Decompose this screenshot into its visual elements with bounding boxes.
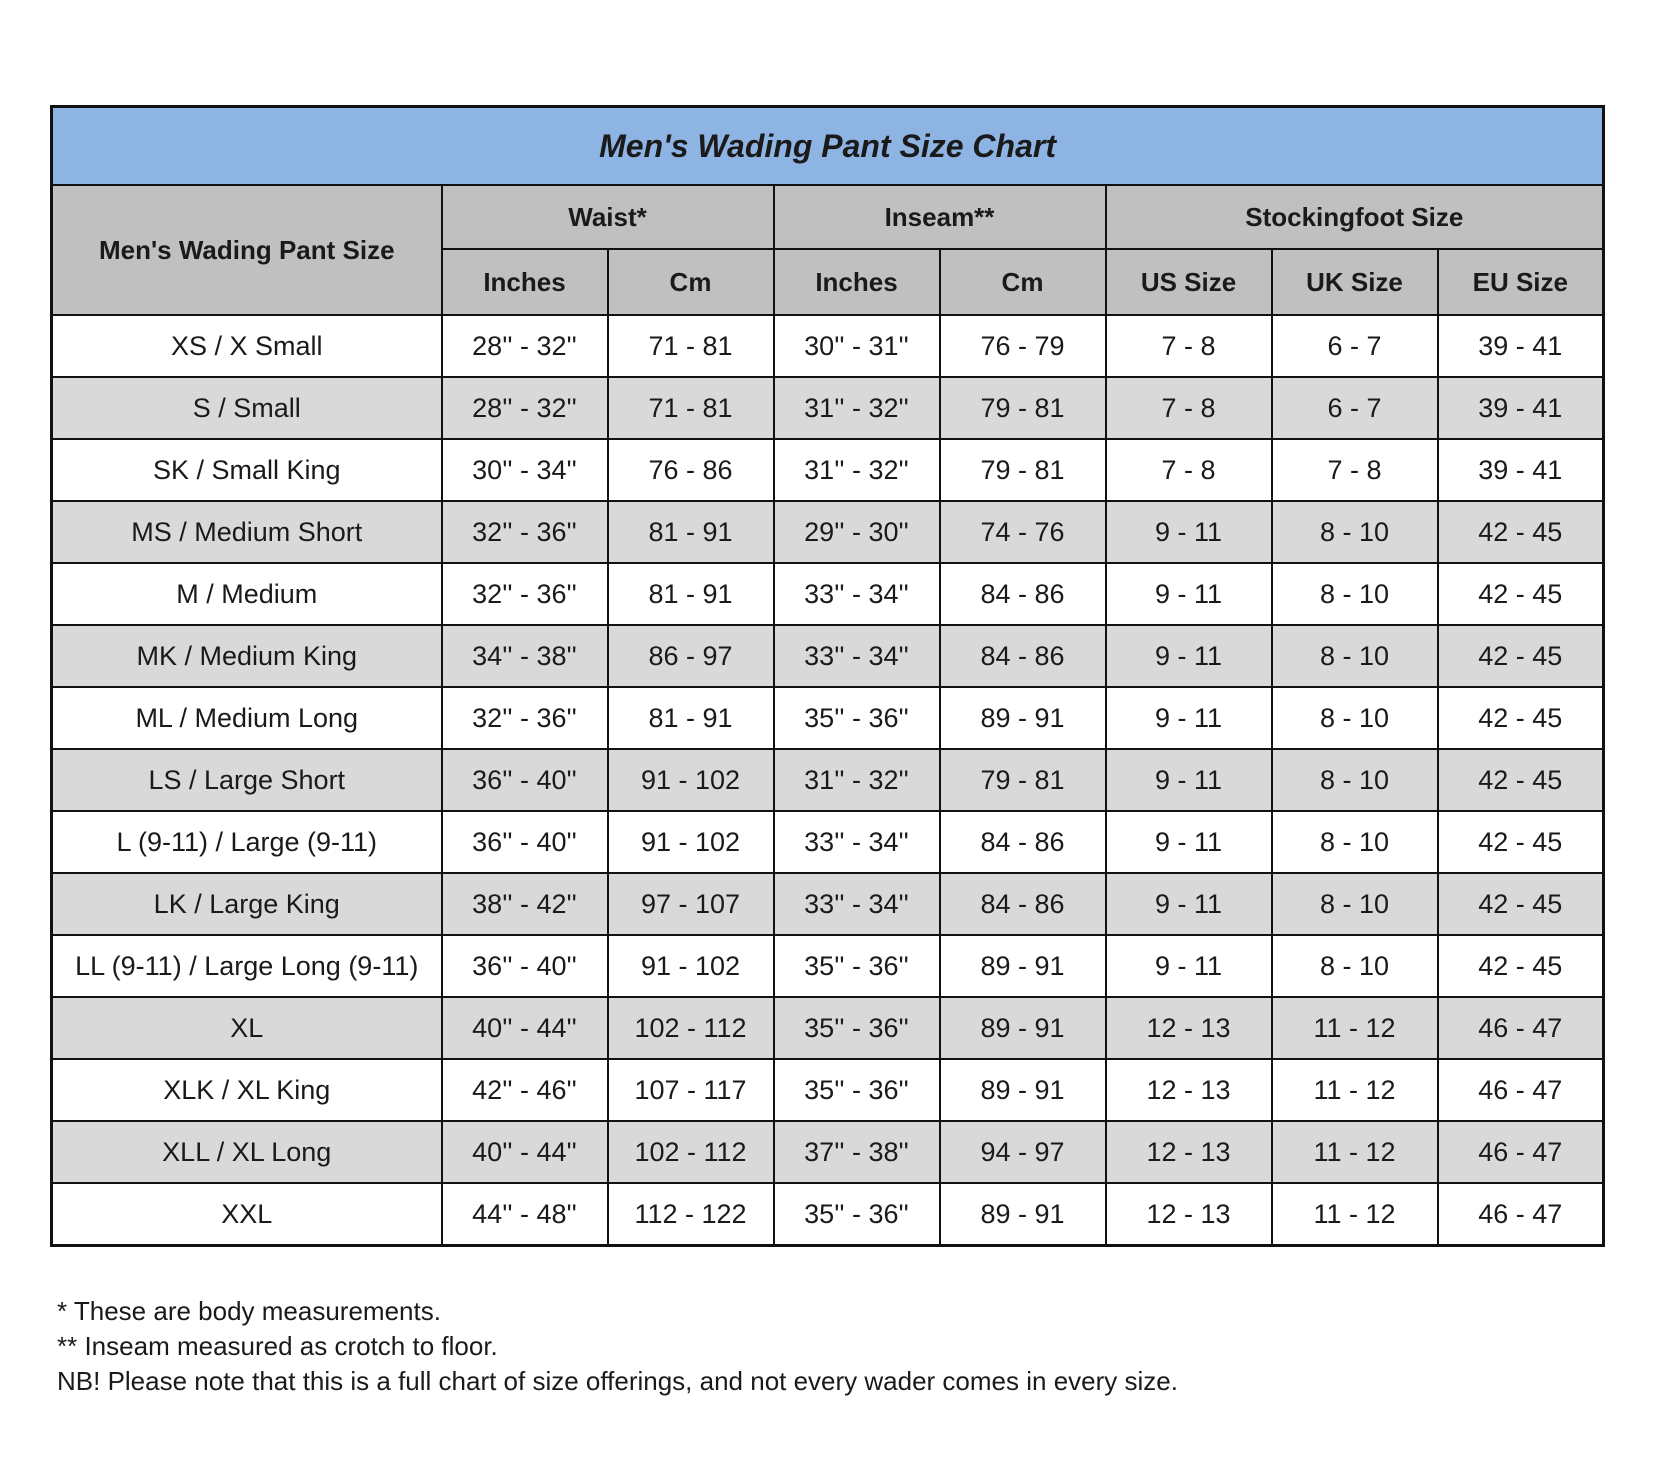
cell-waist-inches: 40'' - 44'': [442, 997, 608, 1059]
table-row: [52, 1059, 1604, 1121]
cell-size: XLK / XL King: [52, 1059, 442, 1121]
cell-waist-cm: 107 - 117: [608, 1059, 774, 1121]
table-row: [52, 377, 1604, 439]
header-waist-cm: Cm: [608, 249, 774, 315]
cell-eu-size: 42 - 45: [1438, 811, 1604, 873]
cell-uk-size: 8 - 10: [1272, 563, 1438, 625]
cell-waist-cm: 91 - 102: [608, 935, 774, 997]
cell-waist-inches: 40'' - 44'': [442, 1121, 608, 1183]
cell-inseam-inches: 37'' - 38'': [774, 1121, 940, 1183]
cell-waist-inches: 30'' - 34'': [442, 439, 608, 501]
cell-waist-cm: 81 - 91: [608, 687, 774, 749]
cell-inseam-cm: 89 - 91: [940, 935, 1106, 997]
table-row: [52, 873, 1604, 935]
cell-size: MS / Medium Short: [52, 501, 442, 563]
cell-uk-size: 11 - 12: [1272, 1121, 1438, 1183]
cell-us-size: 9 - 11: [1106, 935, 1272, 997]
table-row: [52, 625, 1604, 687]
header-eu-size: EU Size: [1438, 249, 1604, 315]
cell-us-size: 9 - 11: [1106, 501, 1272, 563]
cell-us-size: 12 - 13: [1106, 1183, 1272, 1246]
cell-waist-cm: 71 - 81: [608, 315, 774, 377]
cell-size: XS / X Small: [52, 315, 442, 377]
cell-inseam-cm: 84 - 86: [940, 563, 1106, 625]
cell-uk-size: 11 - 12: [1272, 1183, 1438, 1246]
cell-inseam-inches: 35'' - 36'': [774, 687, 940, 749]
cell-eu-size: 46 - 47: [1438, 1183, 1604, 1246]
cell-inseam-inches: 33'' - 34'': [774, 563, 940, 625]
cell-waist-inches: 38'' - 42'': [442, 873, 608, 935]
cell-us-size: 12 - 13: [1106, 1059, 1272, 1121]
cell-us-size: 12 - 13: [1106, 1121, 1272, 1183]
cell-inseam-cm: 76 - 79: [940, 315, 1106, 377]
table-row: [52, 1121, 1604, 1183]
cell-size: SK / Small King: [52, 439, 442, 501]
cell-size: XXL: [52, 1183, 442, 1246]
size-table: [50, 105, 1605, 1247]
header-waist-inches: Inches: [442, 249, 608, 315]
cell-uk-size: 8 - 10: [1272, 811, 1438, 873]
cell-us-size: 9 - 11: [1106, 749, 1272, 811]
cell-size: ML / Medium Long: [52, 687, 442, 749]
cell-waist-cm: 81 - 91: [608, 501, 774, 563]
cell-eu-size: 39 - 41: [1438, 315, 1604, 377]
table-body: [52, 315, 1604, 1246]
cell-inseam-cm: 84 - 86: [940, 625, 1106, 687]
cell-uk-size: 8 - 10: [1272, 501, 1438, 563]
cell-waist-inches: 36'' - 40'': [442, 749, 608, 811]
cell-inseam-inches: 33'' - 34'': [774, 873, 940, 935]
table-row: [52, 687, 1604, 749]
cell-inseam-cm: 74 - 76: [940, 501, 1106, 563]
header-us-size: US Size: [1106, 249, 1272, 315]
footnote-availability: NB! Please note that this is a full chart of size offerings, and not every wader comes in every size.: [57, 1366, 1178, 1396]
cell-eu-size: 39 - 41: [1438, 439, 1604, 501]
cell-waist-inches: 32'' - 36'': [442, 501, 608, 563]
cell-inseam-inches: 31'' - 32'': [774, 749, 940, 811]
cell-inseam-cm: 79 - 81: [940, 439, 1106, 501]
cell-eu-size: 39 - 41: [1438, 377, 1604, 439]
cell-inseam-inches: 29'' - 30'': [774, 501, 940, 563]
cell-inseam-cm: 84 - 86: [940, 811, 1106, 873]
cell-eu-size: 46 - 47: [1438, 1121, 1604, 1183]
cell-inseam-cm: 89 - 91: [940, 687, 1106, 749]
cell-inseam-cm: 79 - 81: [940, 749, 1106, 811]
header-uk-size: UK Size: [1272, 249, 1438, 315]
header-inseam-inches: Inches: [774, 249, 940, 315]
cell-inseam-inches: 35'' - 36'': [774, 1183, 940, 1246]
cell-us-size: 9 - 11: [1106, 625, 1272, 687]
cell-waist-inches: 36'' - 40'': [442, 811, 608, 873]
size-chart: [50, 105, 1602, 1247]
cell-inseam-inches: 35'' - 36'': [774, 935, 940, 997]
cell-inseam-cm: 89 - 91: [940, 997, 1106, 1059]
cell-us-size: 9 - 11: [1106, 563, 1272, 625]
cell-waist-cm: 91 - 102: [608, 811, 774, 873]
cell-inseam-inches: 31'' - 32'': [774, 439, 940, 501]
cell-eu-size: 42 - 45: [1438, 625, 1604, 687]
cell-waist-cm: 91 - 102: [608, 749, 774, 811]
cell-uk-size: 11 - 12: [1272, 1059, 1438, 1121]
cell-us-size: 9 - 11: [1106, 873, 1272, 935]
cell-waist-inches: 36'' - 40'': [442, 935, 608, 997]
cell-waist-cm: 112 - 122: [608, 1183, 774, 1246]
cell-waist-cm: 97 - 107: [608, 873, 774, 935]
cell-eu-size: 46 - 47: [1438, 1059, 1604, 1121]
cell-uk-size: 8 - 10: [1272, 749, 1438, 811]
cell-eu-size: 46 - 47: [1438, 997, 1604, 1059]
table-row: [52, 501, 1604, 563]
cell-uk-size: 8 - 10: [1272, 625, 1438, 687]
cell-size: XLL / XL Long: [52, 1121, 442, 1183]
cell-inseam-inches: 30'' - 31'': [774, 315, 940, 377]
cell-inseam-inches: 35'' - 36'': [774, 997, 940, 1059]
footnote-inseam: ** Inseam measured as crotch to floor.: [57, 1331, 498, 1361]
cell-uk-size: 8 - 10: [1272, 873, 1438, 935]
cell-waist-cm: 71 - 81: [608, 377, 774, 439]
cell-waist-cm: 86 - 97: [608, 625, 774, 687]
cell-size: LK / Large King: [52, 873, 442, 935]
footnote-body-measurements: * These are body measurements.: [57, 1296, 441, 1326]
table-row: [52, 935, 1604, 997]
cell-waist-inches: 28'' - 32'': [442, 315, 608, 377]
cell-size: MK / Medium King: [52, 625, 442, 687]
cell-waist-inches: 28'' - 32'': [442, 377, 608, 439]
cell-inseam-inches: 31'' - 32'': [774, 377, 940, 439]
cell-size: LL (9-11) / Large Long (9-11): [52, 935, 442, 997]
cell-us-size: 9 - 11: [1106, 811, 1272, 873]
cell-us-size: 12 - 13: [1106, 997, 1272, 1059]
table-row: [52, 749, 1604, 811]
header-inseam-cm: Cm: [940, 249, 1106, 315]
cell-inseam-cm: 84 - 86: [940, 873, 1106, 935]
cell-waist-inches: 34'' - 38'': [442, 625, 608, 687]
cell-inseam-inches: 35'' - 36'': [774, 1059, 940, 1121]
table-title: Men's Wading Pant Size Chart: [52, 107, 1604, 186]
cell-us-size: 7 - 8: [1106, 315, 1272, 377]
cell-size: S / Small: [52, 377, 442, 439]
cell-eu-size: 42 - 45: [1438, 935, 1604, 997]
cell-inseam-inches: 33'' - 34'': [774, 811, 940, 873]
cell-us-size: 7 - 8: [1106, 439, 1272, 501]
header-size: Men's Wading Pant Size: [52, 185, 442, 315]
cell-waist-inches: 42'' - 46'': [442, 1059, 608, 1121]
cell-waist-cm: 102 - 112: [608, 997, 774, 1059]
footnotes: [57, 1294, 1178, 1399]
table-row: [52, 997, 1604, 1059]
cell-eu-size: 42 - 45: [1438, 873, 1604, 935]
cell-waist-inches: 44'' - 48'': [442, 1183, 608, 1246]
cell-uk-size: 8 - 10: [1272, 935, 1438, 997]
cell-inseam-cm: 79 - 81: [940, 377, 1106, 439]
cell-eu-size: 42 - 45: [1438, 563, 1604, 625]
header-stockingfoot: Stockingfoot Size: [1106, 185, 1604, 249]
table-row: [52, 315, 1604, 377]
cell-inseam-cm: 89 - 91: [940, 1059, 1106, 1121]
cell-uk-size: 6 - 7: [1272, 315, 1438, 377]
cell-size: LS / Large Short: [52, 749, 442, 811]
table-row: [52, 563, 1604, 625]
header-inseam: Inseam**: [774, 185, 1106, 249]
cell-eu-size: 42 - 45: [1438, 501, 1604, 563]
cell-us-size: 7 - 8: [1106, 377, 1272, 439]
cell-inseam-cm: 89 - 91: [940, 1183, 1106, 1246]
cell-size: M / Medium: [52, 563, 442, 625]
cell-eu-size: 42 - 45: [1438, 749, 1604, 811]
cell-waist-cm: 102 - 112: [608, 1121, 774, 1183]
header-waist: Waist*: [442, 185, 774, 249]
table-row: [52, 439, 1604, 501]
cell-size: XL: [52, 997, 442, 1059]
cell-uk-size: 8 - 10: [1272, 687, 1438, 749]
cell-eu-size: 42 - 45: [1438, 687, 1604, 749]
cell-waist-inches: 32'' - 36'': [442, 563, 608, 625]
cell-uk-size: 11 - 12: [1272, 997, 1438, 1059]
cell-inseam-cm: 94 - 97: [940, 1121, 1106, 1183]
cell-us-size: 9 - 11: [1106, 687, 1272, 749]
cell-uk-size: 6 - 7: [1272, 377, 1438, 439]
cell-uk-size: 7 - 8: [1272, 439, 1438, 501]
cell-waist-cm: 76 - 86: [608, 439, 774, 501]
table-row: [52, 811, 1604, 873]
cell-waist-inches: 32'' - 36'': [442, 687, 608, 749]
cell-waist-cm: 81 - 91: [608, 563, 774, 625]
cell-size: L (9-11) / Large (9-11): [52, 811, 442, 873]
table-row: [52, 1183, 1604, 1246]
cell-inseam-inches: 33'' - 34'': [774, 625, 940, 687]
